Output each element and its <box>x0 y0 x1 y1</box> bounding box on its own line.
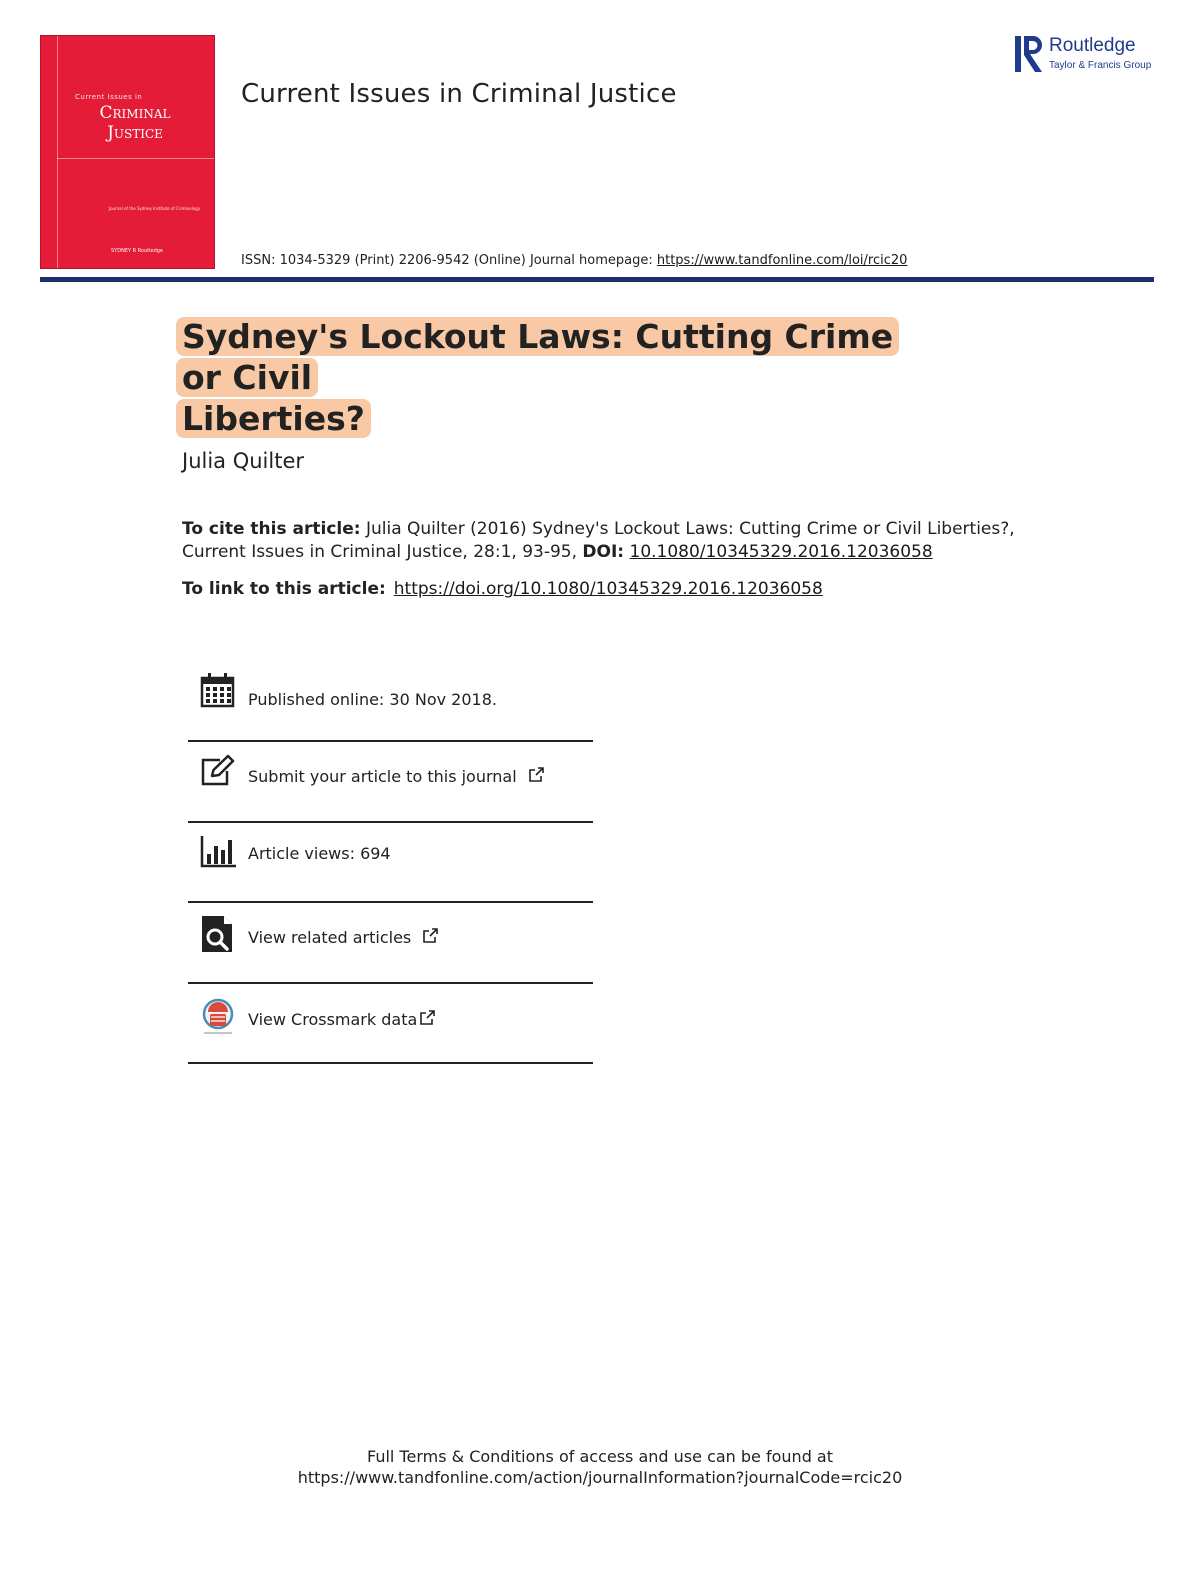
terms-text: Full Terms & Conditions of access and use can be found at <box>366 1447 834 1466</box>
cover-title-line: Justice <box>107 123 163 143</box>
crossmark-label: View Crossmark data <box>248 1010 418 1029</box>
routledge-r-icon <box>1015 34 1045 74</box>
terms-footer <box>0 1446 1200 1488</box>
submit-article-link[interactable] <box>248 767 544 786</box>
article-title-line: Liberties? <box>176 399 371 438</box>
submit-row[interactable] <box>188 754 593 794</box>
crossmark-row[interactable] <box>188 998 593 1038</box>
issn-line <box>241 253 907 268</box>
citation-block <box>182 518 1082 564</box>
cover-publisher-marks: SYDNEY R Routledge <box>111 248 164 254</box>
header-divider <box>40 277 1154 282</box>
article-title-line: Sydney's Lockout Laws: Cutting Crime or Civil <box>176 317 899 397</box>
article-title <box>176 316 936 439</box>
cover-title <box>75 103 195 143</box>
publisher-group: Taylor & Francis Group <box>1049 60 1152 71</box>
terms-url: https://www.tandfonline.com/action/journalInformation?journalCode=rcic20 <box>297 1468 903 1487</box>
crossmark-icon <box>200 998 236 1034</box>
panel-divider <box>188 821 593 823</box>
published-row <box>188 672 593 712</box>
cover-frame-line <box>57 158 214 159</box>
calendar-icon <box>200 672 236 708</box>
bar-chart-icon <box>200 834 236 870</box>
external-link-icon <box>528 767 544 783</box>
doi-label: DOI: <box>582 542 625 562</box>
cover-fine-print: Journal of the Sydney Institute of Criminology <box>108 206 201 211</box>
cite-text: Julia Quilter (2016) Sydney's Lockout Laws: Cutting Crime or Civil Liberties?, <box>360 519 1015 539</box>
edit-icon <box>200 754 236 790</box>
published-date: Published online: 30 Nov 2018. <box>248 690 497 709</box>
related-row[interactable] <box>188 916 593 956</box>
search-document-icon <box>200 916 236 952</box>
cite-label: To cite this article: <box>182 519 361 539</box>
article-link-line <box>182 579 823 599</box>
panel-divider <box>188 740 593 742</box>
article-url-link[interactable]: https://doi.org/10.1080/10345329.2016.12036058 <box>393 579 823 599</box>
crossmark-link[interactable] <box>248 1010 435 1029</box>
journal-homepage-link[interactable]: https://www.tandfonline.com/loi/rcic20 <box>656 253 908 268</box>
cover-frame-line <box>57 36 58 268</box>
journal-title: Current Issues in Criminal Justice <box>241 79 677 109</box>
article-views: Article views: 694 <box>248 844 391 863</box>
issn-text: ISSN: 1034-5329 (Print) 2206-9542 (Online) Journal homepage: <box>241 253 657 268</box>
publisher-name: Routledge <box>1049 35 1136 56</box>
external-link-icon <box>419 1010 435 1026</box>
publisher-logo <box>1015 34 1160 79</box>
doi-link[interactable]: 10.1080/10345329.2016.12036058 <box>629 542 933 562</box>
panel-divider <box>188 901 593 903</box>
cover-series-text: Current Issues in <box>75 93 143 101</box>
related-articles-link[interactable] <box>248 928 438 947</box>
cover-title-line: Criminal <box>99 103 171 123</box>
external-link-icon <box>422 928 438 944</box>
submit-article-label: Submit your article to this journal <box>248 767 517 786</box>
panel-divider <box>188 982 593 984</box>
link-label: To link to this article: <box>182 579 386 599</box>
views-row <box>188 834 593 874</box>
panel-divider <box>188 1062 593 1064</box>
cite-text: Current Issues in Criminal Justice, 28:1, 93-95, <box>182 542 583 562</box>
article-author: Julia Quilter <box>182 449 305 473</box>
related-articles-label: View related articles <box>248 928 412 947</box>
journal-cover-image <box>40 35 215 269</box>
